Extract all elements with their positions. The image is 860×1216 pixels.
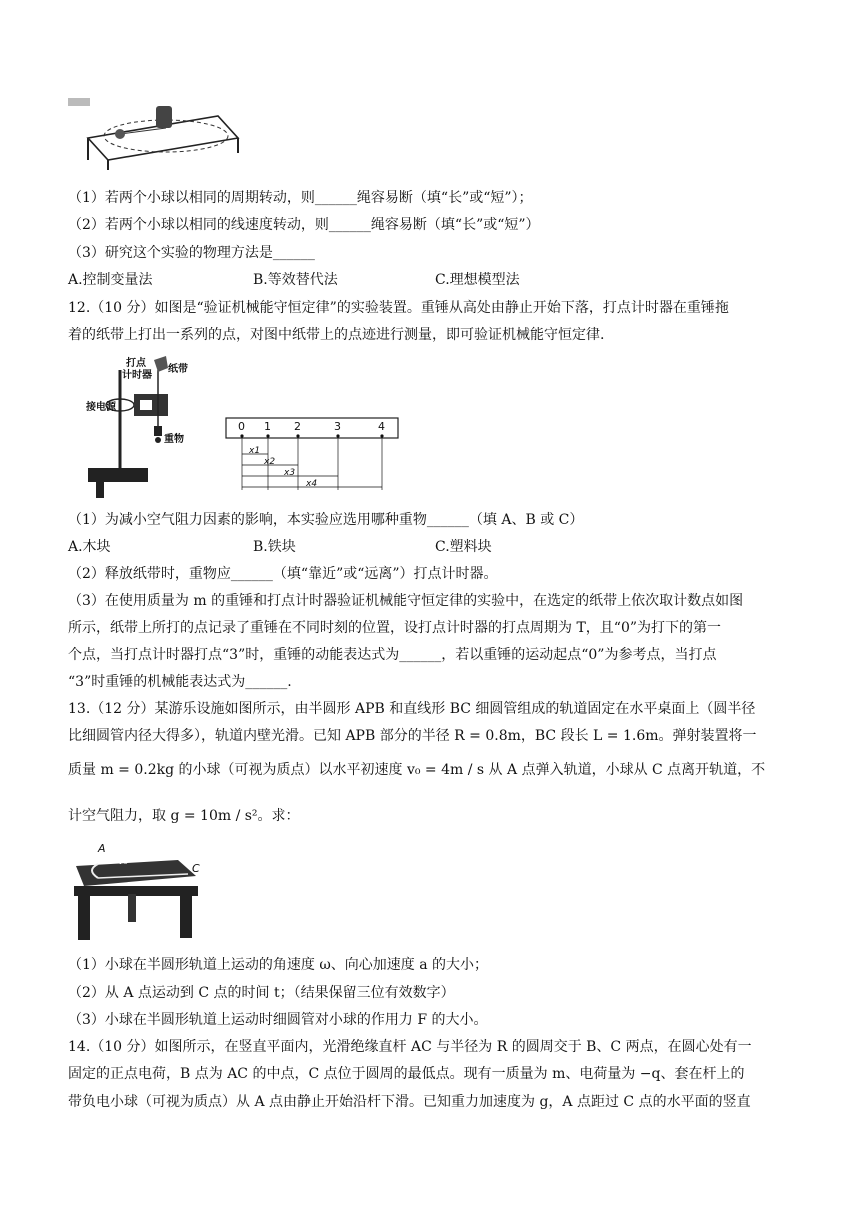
q12-figure xyxy=(68,350,408,500)
q11-option-b: B.等效替代法 xyxy=(253,272,338,288)
label-tape: 纸带 xyxy=(168,364,188,375)
q13-intro-line1: 13.（12 分）某游乐设施如图所示，由半圆形 APB 和直线形 BC 细圆管组成的轨道固定在水平桌面上（圆半径 xyxy=(68,701,756,717)
label-timer-1: 打点 xyxy=(126,358,146,369)
q11-sub2: （2）若两个小球以相同的线速度转动，则______绳容易断（填“长”或“短”） xyxy=(68,217,540,233)
label-C: C xyxy=(192,862,200,875)
tape-point-dot xyxy=(296,434,299,437)
q12-sub2: （2）释放纸带时，重物应______（填“靠近”或“远离”）打点计时器。 xyxy=(68,566,498,582)
tape-point-label: 4 xyxy=(378,420,385,433)
q14-intro-line1: 14.（10 分）如图所示，在竖直平面内，光滑绝缘直杆 AC 与半径为 R 的圆周交于 B、C 两点，在圆心处有一 xyxy=(68,1039,752,1055)
q12-option-b: B.铁块 xyxy=(253,539,296,555)
tape-point-label: 0 xyxy=(238,420,245,433)
tape-point-dot xyxy=(266,434,269,437)
q12-sub3-line1: （3）在使用质量为 m 的重锤和打点计时器验证机械能守恒定律的实验中，在选定的纸带上依次取计数点如图 xyxy=(68,593,744,609)
q11-option-a: A.控制变量法 xyxy=(68,272,153,288)
tape-point-label: 1 xyxy=(264,420,271,433)
q12-option-c: C.塑料块 xyxy=(435,539,492,555)
q12-intro-line2: 着的纸带上打出一系列的点，对图中纸带上的点迹进行测量，即可验证机械能守恒定律. xyxy=(68,327,605,343)
q12-sub3-line4: “3”时重锤的机械能表达式为______. xyxy=(68,674,292,690)
label-power: 接电源 xyxy=(86,402,116,413)
q12-intro-line1: 12.（10 分）如图是“验证机械能守恒定律”的实验装置。重锤从高处由静止开始下落，打点计时器在重锤拖 xyxy=(68,300,729,316)
q11-figure xyxy=(68,98,248,170)
q13-sub2: （2）从 A 点运动到 C 点的时间 t；（结果保留三位有效数字） xyxy=(68,985,455,1001)
label-weight: 重物 xyxy=(164,434,184,445)
tape-distance-label: x4 xyxy=(306,479,318,489)
q12-option-a: A.木块 xyxy=(68,539,111,555)
q13-sub3: （3）小球在半圆形轨道上运动时细圆管对小球的作用力 F 的大小。 xyxy=(68,1012,488,1028)
tape-point-dot xyxy=(240,434,243,437)
label-v0: v₀ xyxy=(118,856,128,867)
label-A: A xyxy=(98,842,106,855)
q13-intro-line2: 比细圆管内径大得多），轨道内壁光滑。已知 APB 部分的半径 R = 0.8m，BC 段长 L = 1.6m。弹射装置将一 xyxy=(68,728,757,744)
q12-sub1: （1）为减小空气阻力因素的影响，本实验应选用哪种重物______（填 A、B 或 C） xyxy=(68,512,584,528)
tape-point-label: 3 xyxy=(334,420,341,433)
tape-distance-label: x1 xyxy=(249,446,261,456)
q13-sub1: （1）小球在半圆形轨道上运动的角速度 ω、向心加速度 a 的大小； xyxy=(68,957,489,973)
tape-distance-label: x3 xyxy=(284,468,296,478)
tape-point-dot xyxy=(336,434,339,437)
q11-option-c: C.理想模型法 xyxy=(435,272,520,288)
q13-figure xyxy=(68,836,208,946)
q14-intro-line2: 固定的正点电荷，B 点为 AC 的中点，C 点位于圆周的最低点。现有一质量为 m、电荷量为 −q、套在杆上的 xyxy=(68,1066,745,1082)
label-timer-2: 计时器 xyxy=(122,370,152,381)
q12-sub3-line3: 个点，当打点计时器打点“3”时，重锤的动能表达式为______，若以重锤的运动起点“0”为参考点，当打点 xyxy=(68,647,717,663)
tape-distance-label: x2 xyxy=(264,457,276,467)
q13-intro-line4: 计空气阻力，取 g = 10m / s²。求： xyxy=(68,808,300,824)
tape-point-label: 2 xyxy=(294,420,301,433)
q11-sub1: （1）若两个小球以相同的周期转动，则______绳容易断（填“长”或“短”）； xyxy=(68,190,533,206)
q12-sub3-line2: 所示，纸带上所打的点记录了重锤在不同时刻的位置，设打点计时器的打点周期为 T，且“0”为打下的第一 xyxy=(68,620,722,636)
q13-intro-line3: 质量 m = 0.2kg 的小球（可视为质点）以水平初速度 v₀ = 4m / s 从 A 点弹入轨道，小球从 C 点离开轨道，不 xyxy=(68,762,766,778)
q14-intro-line3: 带负电小球（可视为质点）从 A 点由静止开始沿杆下滑。已知重力加速度为 g，A 点距过 C 点的水平面的竖直 xyxy=(68,1094,751,1110)
tape-point-dot xyxy=(380,434,383,437)
q11-sub3: （3）研究这个实验的物理方法是______ xyxy=(68,245,315,261)
